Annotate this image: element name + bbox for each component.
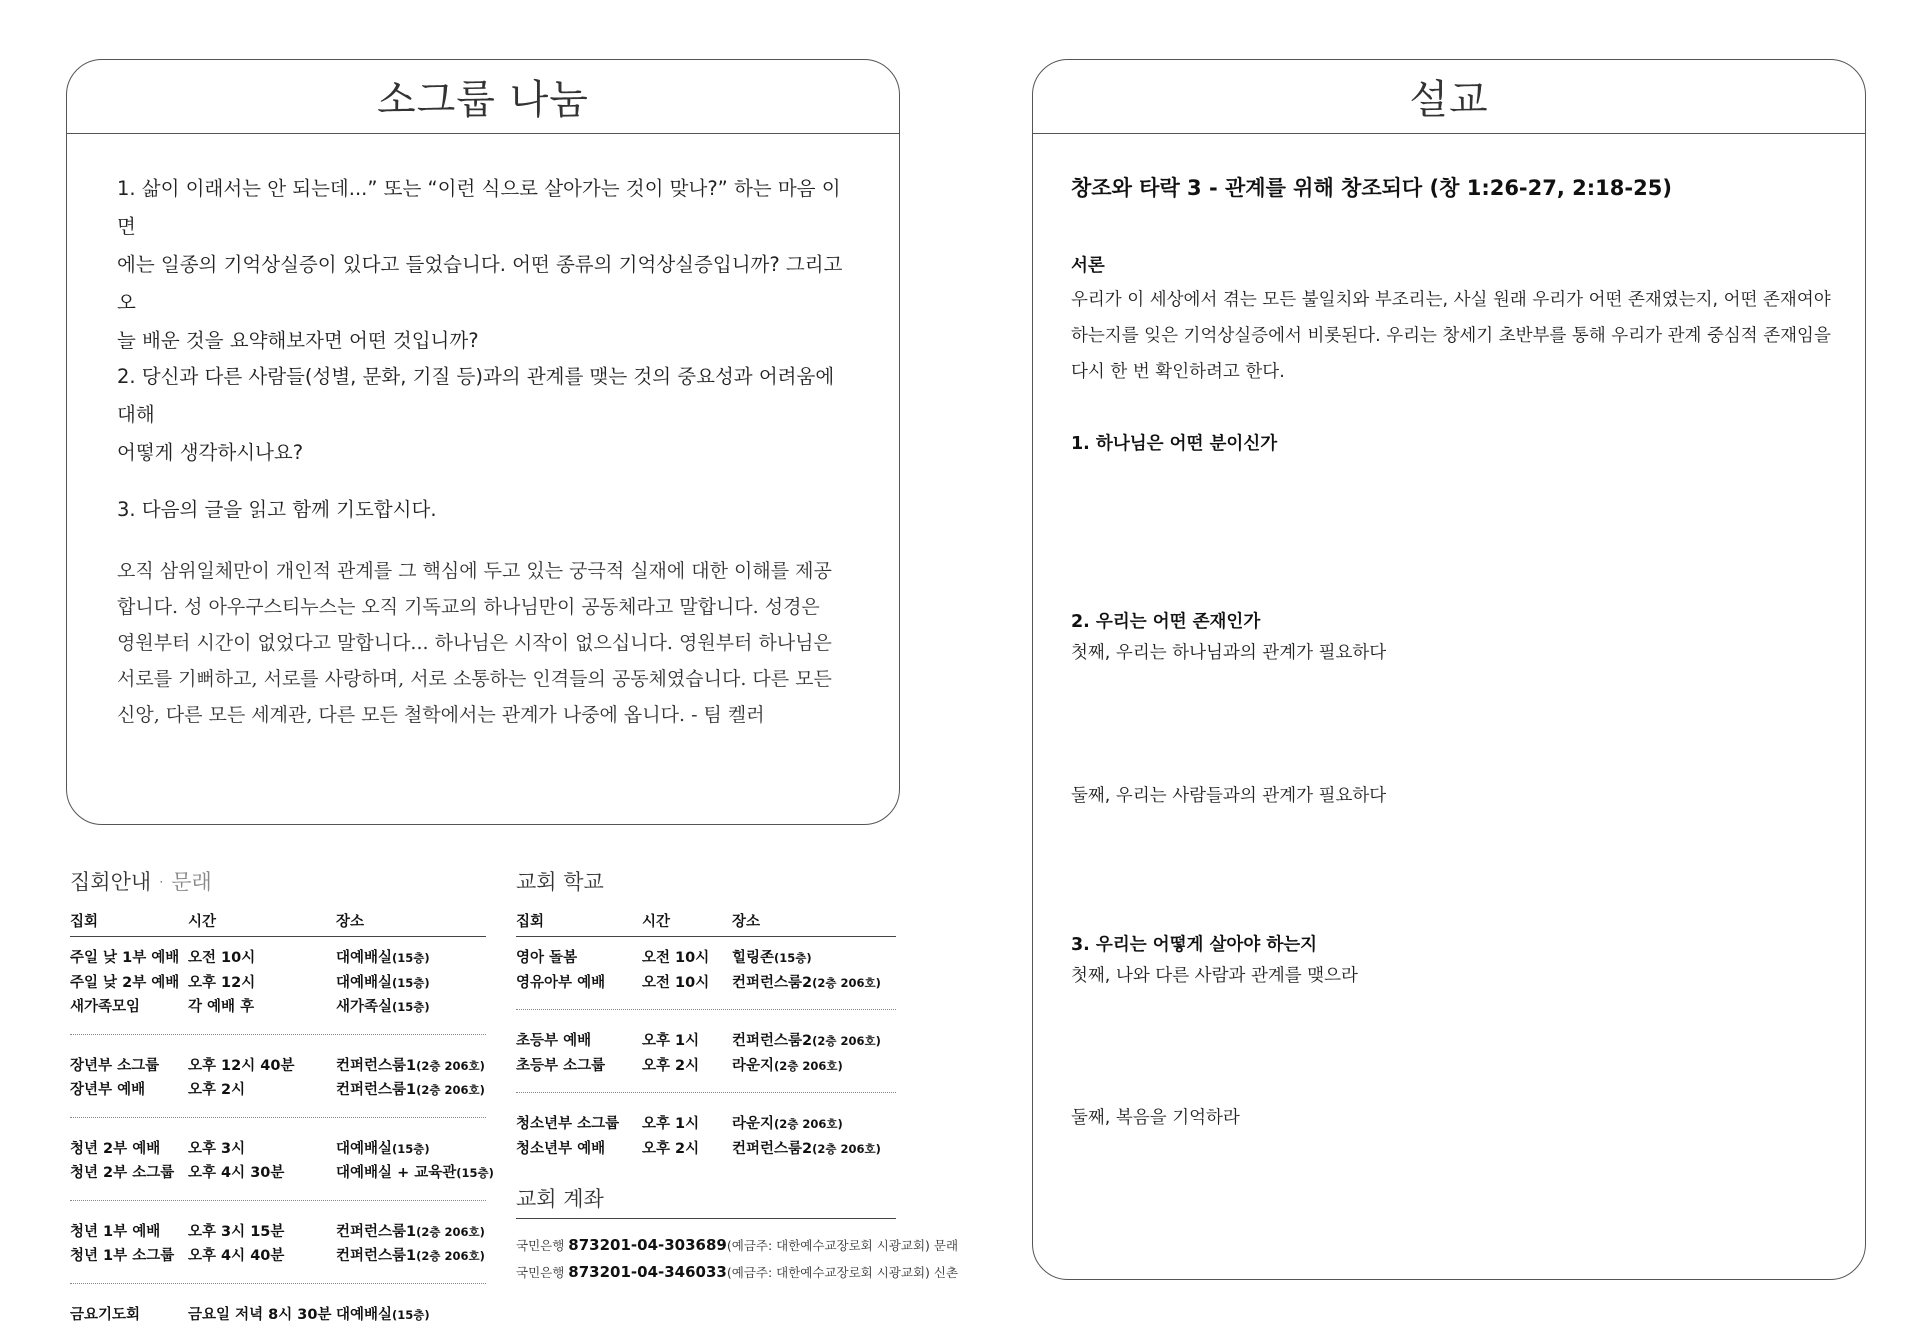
table-header: 장소 (336, 914, 365, 930)
place-note: (15층) (774, 951, 812, 965)
schedule-name: 초등부 예배 (516, 1033, 592, 1049)
intro-line: 우리가 이 세상에서 겪는 모든 불일치와 부조리는, 사실 원래 우리가 어떤 존재였는지, 어떤 존재여야 (1071, 290, 1831, 310)
group-divider (70, 1283, 486, 1284)
table-header: 집회 (70, 914, 99, 930)
place-note: (15층) (392, 1000, 430, 1014)
schedule-place (732, 971, 881, 992)
schedule-name: 금요기도회 (70, 1306, 141, 1323)
schedule-name: 주일 낮 1부 예배 (70, 950, 180, 966)
place-name: 새가족실 (336, 999, 393, 1015)
schedule-time: 오전 10시 (642, 950, 710, 966)
sermon-point-3b: 둘째, 복음을 기억하라 (1071, 1108, 1240, 1128)
quote-line: 영원부터 시간이 없었다고 말합니다... 하나님은 시작이 없으십니다. 영원부터 하나님은 (117, 632, 832, 654)
schedule-name: 장년부 예배 (70, 1082, 146, 1098)
group-divider (516, 1009, 896, 1010)
group-divider (70, 1200, 486, 1201)
group-divider (70, 1117, 486, 1118)
place-name: 대예배실 + 교육관 (336, 1165, 457, 1181)
place-name: 컨퍼런스룸1 (336, 1057, 417, 1074)
place-note: (15층) (392, 1307, 430, 1322)
accounts-divider (516, 1218, 896, 1219)
intro-line: 다시 한 번 확인하려고 한다. (1071, 362, 1285, 382)
table-header: 집회 (516, 914, 545, 930)
schedule-time: 오후 2시 (642, 1057, 700, 1074)
account-bank: 국민은행 (516, 1238, 565, 1253)
place-note: (15층) (392, 1141, 430, 1156)
schedule-time: 오후 1시 (642, 1033, 700, 1049)
sermon-point-3a: 첫째, 나와 다른 사람과 관계를 맺으라 (1071, 966, 1358, 986)
place-name: 컨퍼런스룸1 (336, 1223, 417, 1240)
table-header: 시간 (188, 914, 217, 930)
place-note: (2층 206호) (812, 975, 881, 990)
small-group-title: 소그룹 나눔 (67, 60, 899, 134)
schedule-place (732, 946, 812, 967)
quote-line: 합니다. 성 아우구스티누스는 오직 기독교의 하나님만이 공동체라고 말합니다. 성경은 (117, 596, 820, 618)
sermon-point-2b: 둘째, 우리는 사람들과의 관계가 필요하다 (1071, 786, 1387, 806)
place-note: (2층 206호) (774, 1058, 843, 1073)
schedule-time: 오전 10시 (188, 950, 256, 966)
place-name: 대예배실 (336, 974, 393, 991)
schedule-name: 장년부 소그룹 (70, 1057, 160, 1074)
sermon-intro (1071, 282, 1831, 390)
schedule-time: 오후 4시 40분 (188, 1248, 285, 1264)
schedule-name: 청소년부 예배 (516, 1140, 606, 1157)
keller-quote (117, 553, 855, 733)
schedule-name: 청년 2부 예배 (70, 1140, 161, 1157)
place-note: (2층 206호) (812, 1141, 881, 1156)
place-name: 대예배실 (336, 950, 393, 966)
schedule-time: 각 예배 후 (188, 999, 255, 1015)
schedule-place (336, 995, 430, 1016)
schedule-place (336, 1078, 485, 1099)
accounts-title: 교회 계좌 (516, 1187, 604, 1211)
account-line-1 (516, 1236, 958, 1254)
quote-line: 오직 삼위일체만이 개인적 관계를 그 핵심에 두고 있는 궁극적 실재에 대한 이해를 제공 (117, 560, 832, 582)
meetings-title-main: 집회안내 (70, 870, 152, 894)
schedule-place (336, 971, 430, 992)
schedule-name: 주일 낮 2부 예배 (70, 974, 180, 991)
place-note: (15층) (392, 975, 430, 990)
place-note: (2층 206호) (812, 1034, 881, 1048)
quote-line: 신앙, 다른 모든 세계관, 다른 모든 철학에서는 관계가 나중에 옵니다. - 팀 켈러 (117, 704, 765, 726)
schedule-time: 오후 12시 40분 (188, 1057, 295, 1074)
question-3: 3. 다음의 글을 읽고 함께 기도합시다. (117, 498, 437, 521)
group-divider (70, 1034, 486, 1035)
table-header-rule (70, 936, 486, 937)
place-name: 컨퍼런스룸2 (732, 1140, 813, 1157)
schedule-place (336, 1244, 485, 1265)
schedule-name: 영유아부 예배 (516, 974, 606, 991)
place-name: 컨퍼런스룸1 (336, 1248, 417, 1264)
question-2 (117, 358, 855, 472)
sermon-point-3: 3. 우리는 어떻게 살아야 하는지 (1071, 935, 1318, 955)
schedule-name: 청년 1부 예배 (70, 1223, 161, 1240)
schedule-place (732, 1112, 843, 1133)
sermon-intro-heading: 서론 (1071, 256, 1105, 276)
place-note: (2층 206호) (416, 1083, 485, 1097)
place-name: 컨퍼런스룸2 (732, 1033, 813, 1049)
place-name: 힐링존 (732, 950, 775, 966)
table-header-rule (516, 936, 896, 937)
question-2-line: 2. 당신과 다른 사람들(성별, 문화, 기질 등)과의 관계를 맺는 것의 중요성과 어려움에 대해 (117, 365, 835, 426)
schedule-name: 청소년부 소그룹 (516, 1116, 620, 1132)
schedule-name: 새가족모임 (70, 999, 141, 1015)
meetings-title (70, 866, 212, 896)
question-1-line: 늘 배운 것을 요약해보자면 어떤 것입니까? (117, 329, 479, 352)
question-2-line: 어떻게 생각하시나요? (117, 441, 304, 464)
schedule-name: 영아 돌봄 (516, 950, 578, 966)
schedule-name: 청년 2부 소그룹 (70, 1165, 175, 1181)
group-divider (516, 1092, 896, 1093)
schedule-time: 오후 12시 (188, 974, 256, 991)
account-line-2 (516, 1263, 958, 1281)
sermon-point-2a: 첫째, 우리는 하나님과의 관계가 필요하다 (1071, 643, 1387, 663)
schedule-time: 오후 3시 15분 (188, 1223, 285, 1240)
sermon-point-1: 1. 하나님은 어떤 분이신가 (1071, 434, 1278, 454)
account-bank: 국민은행 (516, 1265, 565, 1280)
place-note: (2층 206호) (416, 1058, 485, 1073)
school-table (516, 910, 896, 1157)
place-note: (15층) (392, 951, 430, 965)
place-name: 라운지 (732, 1116, 775, 1132)
schedule-time: 오후 1시 (642, 1116, 700, 1132)
quote-line: 서로를 기뻐하고, 서로를 사랑하며, 서로 소통하는 인격들의 공동체였습니다. 다른 모든 (117, 668, 832, 690)
sermon-point-2: 2. 우리는 어떤 존재인가 (1071, 612, 1261, 632)
account-holder: (예금주: 대한예수교장로회 시광교회) 문래 (726, 1238, 959, 1253)
small-group-panel (66, 59, 900, 825)
place-name: 컨퍼런스룸1 (336, 1082, 417, 1098)
schedule-place (336, 1220, 485, 1241)
schedule-time: 금요일 저녁 8시 30분 (188, 1306, 332, 1323)
place-note: (15층) (456, 1166, 494, 1180)
place-name: 대예배실 (336, 1306, 393, 1323)
table-header: 장소 (732, 914, 761, 930)
meetings-table (70, 910, 494, 1323)
schedule-place (336, 1137, 430, 1158)
schedule-name: 청년 1부 소그룹 (70, 1248, 175, 1264)
question-1-line: 에는 일종의 기억상실증이 있다고 들었습니다. 어떤 종류의 기억상실증입니까? 그리고 오 (117, 253, 843, 314)
intro-line: 하는지를 잊은 기억상실증에서 비롯된다. 우리는 창세기 초반부를 통해 우리가 관계 중심적 존재임을 (1071, 326, 1831, 346)
schedule-place (336, 946, 430, 967)
place-name: 대예배실 (336, 1140, 393, 1157)
account-holder: (예금주: 대한예수교장로회 시광교회) 신촌 (726, 1265, 959, 1280)
place-note: (2층 206호) (774, 1117, 843, 1131)
schedule-place (336, 1054, 485, 1075)
meetings-title-separator: · (157, 870, 165, 894)
schedule-place (336, 1161, 494, 1182)
account-number: 873201-04-346033 (568, 1263, 727, 1281)
schedule-time: 오전 10시 (642, 974, 710, 991)
school-title: 교회 학교 (516, 870, 604, 894)
account-number: 873201-04-303689 (568, 1236, 727, 1254)
schedule-place (336, 1303, 430, 1324)
schedule-name: 초등부 소그룹 (516, 1057, 606, 1074)
sermon-main-title: 창조와 타락 3 - 관계를 위해 창조되다 (창 1:26-27, 2:18-25) (1071, 176, 1672, 200)
place-name: 라운지 (732, 1057, 775, 1074)
table-header: 시간 (642, 914, 671, 930)
schedule-place (732, 1029, 881, 1050)
meetings-title-sub: 문래 (171, 870, 212, 894)
place-name: 컨퍼런스룸2 (732, 974, 813, 991)
schedule-time: 오후 2시 (188, 1082, 246, 1098)
schedule-place (732, 1137, 881, 1158)
place-note: (2층 206호) (416, 1249, 485, 1263)
sermon-panel (1032, 59, 1866, 1280)
schedule-time: 오후 2시 (642, 1140, 700, 1157)
schedule-time: 오후 3시 (188, 1140, 246, 1157)
question-1-line: 1. 삶이 이래서는 안 되는데...” 또는 “이런 식으로 살아가는 것이 맞나?” 하는 마음 이면 (117, 177, 841, 238)
sermon-title: 설교 (1033, 60, 1865, 134)
schedule-time: 오후 4시 30분 (188, 1165, 285, 1181)
place-note: (2층 206호) (416, 1224, 485, 1239)
question-1 (117, 170, 855, 360)
schedule-place (732, 1054, 843, 1075)
